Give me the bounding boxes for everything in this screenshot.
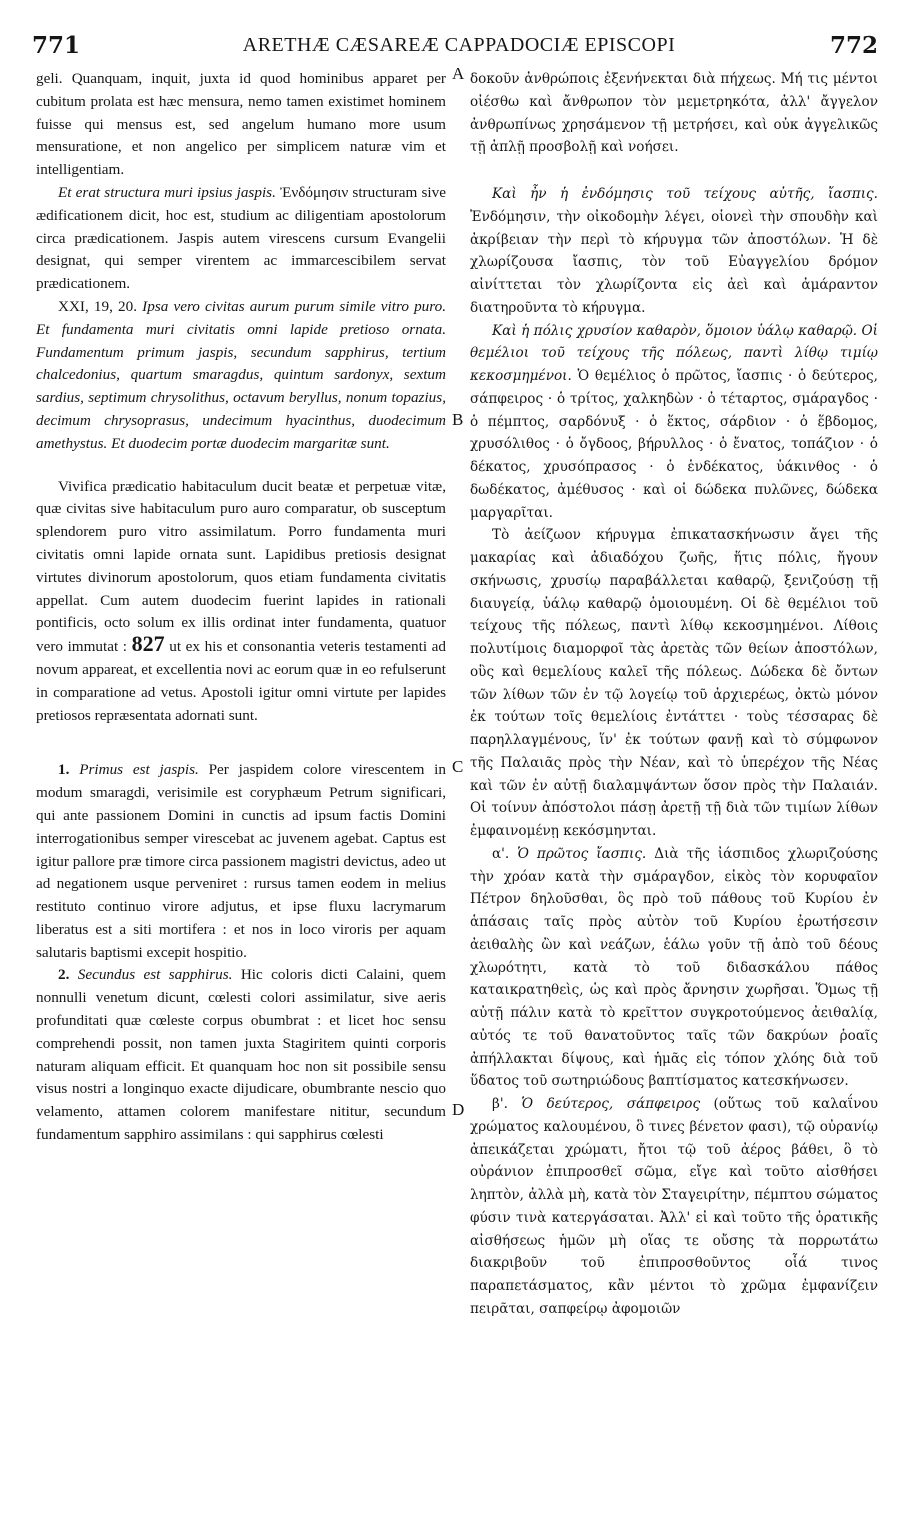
latin-column <box>36 68 446 1147</box>
greek-commentary-2: Ἐνδόμησιν, τὴν οἰκοδομὴν λέγει, οἱονεὶ τὴν σπουδὴν καὶ ἀκρίβειαν τὴν περὶ τὸ κήρυγμα τῶν ἀποστόλων. Ἡ δὲ χλωρίζουσα ἴασπις, τὸν τοῦ Εὐαγγελίου δρόμον αἰνίττεται τὸν χλωρίζοντα εἰς ἀεὶ καὶ ἀμάραντον διατηροῦντα τὸ κήρυγμα. <box>470 208 878 316</box>
latin-lemma-2: Et erat structura muri ipsius jaspis. <box>58 183 276 201</box>
latin-commentary-6: Hic coloris dicti Calaini, quem nonnulli venetum dicunt, cœlesti colori assimilatur, sive aeris profunditati quæ cœleste corpus obumbrat : et licet hoc sensu comprehendi possit, non tamen juxta Stagiritem quinti corporis naturam aliquam efficit. Et quanquam hoc non sit possibile sensu visus nostri a longinquo exacte dijudicare, obumbrante nescio quo velamento, attamen colorem manifestare nititur, secundum fundamentum sapphiro assimilans : qui sapphirus cœlesti <box>36 966 446 1144</box>
latin-item-number-1: 1. <box>58 761 80 779</box>
running-title: ARETHÆ CÆSAREÆ CAPPADOCIÆ EPISCOPI <box>242 34 676 56</box>
margin-marker-c: C <box>452 757 464 776</box>
greek-item-number-1: α'. <box>492 845 518 862</box>
latin-item-number-2: 2. <box>58 966 78 984</box>
greek-paragraph-1: δοκοῦν ἀνθρώποις ἐξενήνεκται διὰ πήχεως. Μή τις μέντοι οἰέσθω καὶ ἄνθρωπον τὸν μεμετρηκότα, ἀλλ' ἄγγελον ἀνθρωπίνως χρησάμενον τῇ μετρήσει, καὶ οὐκ ἀγγελικῶς τῇ ἁπλῇ προσβολῇ καὶ νοήσει. <box>470 71 878 156</box>
column-number-827: 827 <box>131 631 165 657</box>
greek-commentary-6: (οὕτως τοῦ καλαΐνου χρώματος καλουμένου, ὃ τινες βένετον φασι), τῷ οὐρανίῳ ἀπεικάζεται χρώματι, ἤτοι τῷ τοῦ ἀέρος βάθει, ὃ τὸ οὐράνιον ἐπιπροσθεῖ σῶμα, εἴγε καὶ τοῦτο αἰσθήσει ληπτὸν, ἀλλὰ μὴ, κατὰ τὸν Σταγειρίτην, πέμπτου σώματος φύσιν τινὰ κατεργάσαται. Ἀλλ' εἰ καὶ τοῦτο τῆς ὁρατικῆς αἰσθήσεως ἡμῶν μὴ οἵας τε οὔσης τὰ πορρωτάτω διακριβοῦν τοῦ ἐπιπροσθοῦντος οἷά τινος παραπετάσματος, κἂν μέντοι τὸ χρῶμα ἐμφανίζειν πειρᾶται, σαπφείρῳ ἀφομοιῶν <box>470 1096 878 1317</box>
greek-paragraph-4: Τὸ ἀείζωον κήρυγμα ἐπικατασκήνωσιν ἄγει τῆς μακαρίας καὶ ἀδιαδόχου ζωῆς, ἥτις πόλις, ἤγουν σκήνωσις, χρυσίῳ παραβάλλεται καθαρῷ, ξενιζούσῃ τῇ διαυγείᾳ, ὑάλῳ καθαρῷ ὁμοιουμένη. Οἱ δὲ θεμέλιοι τοῦ τείχους τῆς πόλεως, παντὶ λίθῳ κεκοσμημένοι. Λίθοις πολυτίμοις διαμορφοῖ τὰς ἀρετὰς τῶν θείων ἀποστόλων, οὓς καὶ θεμελίους καλεῖ τῆς πόλεως. Δώδεκα δὲ ὄντων τῶν λίθων τῶν ἐν τῷ λογείῳ τοῦ ἀρχιερέως, ὀκτὼ μόνον ἐκ τούτων τοῖς θεμελίοις ἐντάττει · τοὺς τέσσαρας δὲ παρηλλαγμένους, ἵν' ἐκ τούτων φανῇ καὶ τὸ σύμφωνον τῆς Παλαιᾶς πρὸς τὴν Νέαν, καὶ τὸ ὑπερέχον τῆς Νέας καὶ τῶν ἐν αὐτῇ διαλαμψάντων ὅσον πρὸς τὴν Παλαιάν. Οἱ τοίνυν ἀπόστολοι πάσῃ ἀρετῇ τῇ διὰ τῶν τιμίων λίθων ἐμφαινομένῃ κεκόσμηνται. <box>470 527 878 839</box>
latin-verse-ref: XXI, 19, 20. <box>58 297 143 315</box>
latin-lemma-3: Ipsa vero civitas aurum purum simile vitro puro. Et fundamenta muri civitatis omni lapide pretioso ornata. Fundamentum primum jaspis, secundum sapphirus, tertium chalcedonius, quartum smaragdus, quintum sardonyx, sextum sardius, septimum chrysolithus, octavum beryllus, nonum topazius, decimum chrysoprasus, undecimum hyacinthus, duodecimum amethystus. Et duodecim portæ duodecim margaritæ sunt. <box>36 297 446 452</box>
greek-lemma-6: Ὁ δεύτερος, σάπφειρος <box>521 1096 701 1112</box>
latin-paragraph-4 <box>36 476 446 728</box>
latin-lemma-5: Primus est jaspis. <box>79 761 199 779</box>
latin-paragraph-5 <box>36 759 446 964</box>
latin-commentary-2: Ἐνδόμησιν structuram sive ædificationem dicit, hoc est, studium ac diligentiam apostolorum circa prædicationem. Jaspis autem virescens cursum Evangelii designat, qui semper virentem ac immarcescibilem servat prædicationem. <box>36 183 446 293</box>
greek-lemma-2: Καὶ ἦν ἡ ἐνδόμησις τοῦ τείχους αὐτῆς, ἴασπις. <box>492 186 878 202</box>
latin-paragraph-1: geli. Quanquam, inquit, juxta id quod hominibus apparet per cubitum prolata est hæc mensura, nemo tamen existimet hominem fuisse qui mensus est, sed angelum humano more usum mensuratione, et non angelico per simplicem naturæ vim et intelligentiam. <box>36 70 446 179</box>
margin-marker-b: B <box>452 410 464 429</box>
left-page-number: 771 <box>32 32 81 59</box>
margin-marker-a: A <box>452 64 465 83</box>
greek-stone-list: Ὁ θεμέλιος ὁ πρῶτος, ἴασπις · ὁ δεύτερος, σάπφειρος · ὁ τρίτος, χαλκηδὼν · ὁ τέταρτος, σμάραγδος · ὁ πέμπτος, σαρδόνυξ · ὁ ἕκτος, σάρδιον · ὁ ἕβδομος, χρυσόλιθος · ὁ ὄγδοος, βήρυλλος · ὁ ἔνατος, τοπάζιον · ὁ δέκατος, χρυσόπρασος · ὁ ἑνδέκατος, ὑάκινθος · ὁ δωδέκατος, ἀμέθυσος · καὶ οἱ δώδεκα πυλῶνες, δώδεκα μαργαρῖται. <box>470 368 878 521</box>
latin-commentary-5: Per jaspidem colore virescentem in modum smaragdi, verisimile est coryphæum Petrum significari, qui ante passionem Domini in cunctis ad ipsum factis Domini interrogationibus semper virescebat ac juvenem agebat. Captus est igitur pallore præ timore circa passionem magistri devictus, adeo ut ad negationem usque perveniret : rursus tamen eodem in melius restituto continuo virore adjutus, et ipse fluxu lacrymarum liberatus est a siti mortifera : et nos in loco viroris per aquam salutaris baptismi excepit hospitio. <box>36 761 446 961</box>
running-header <box>0 32 918 62</box>
greek-column <box>470 68 878 1321</box>
greek-paragraph-6 <box>470 1093 878 1321</box>
margin-marker-d: D <box>452 1100 465 1119</box>
latin-commentary-4b: ut ex his et consonantia veteris testamenti ad novum appareat, et excellentia novi ac eorum quæ in eo refulserunt in comparatione ad vetus. Apostoli igitur omni virtute per lapides pretiosos repræsentata adornati sunt. <box>36 638 447 724</box>
right-page-number: 772 <box>829 32 878 59</box>
greek-paragraph-3 <box>470 320 878 525</box>
greek-paragraph-5 <box>470 843 878 1093</box>
latin-paragraph-3 <box>36 296 446 456</box>
greek-paragraph-2 <box>470 183 878 320</box>
latin-lemma-6: Secundus est sapphirus. <box>77 966 233 984</box>
latin-commentary-4a: Vivifica prædicatio habitaculum ducit beatæ et perpetuæ vitæ, quæ civitas sive habitaculum puro auro comparatur, ob susceptum splendorem puro vitro assimilatum. Porro fundamenta muri civitatis omni lapide ornata sunt. Lapidibus pretiosis designat virtutes divinorum apostolorum, quos etiam fundamenta civitatis appellat. Cum autem duodecim fuerint lapides in rationali pontificis, octo solum ex illis ordinat inter fundamenta, quatuor vero immutat : <box>36 477 446 656</box>
latin-paragraph-2 <box>36 182 446 296</box>
greek-item-number-2: β'. <box>492 1096 522 1112</box>
greek-lemma-5: Ὁ πρῶτος ἴασπις. <box>517 845 647 862</box>
greek-commentary-5: Διὰ τῆς ἰάσπιδος χλωριζούσης τὴν χρόαν κατὰ τὴν σμάραγδον, εἰκὸς τὸν κορυφαῖον Πέτρον δηλοῦσθαι, ὃς πρὸ τοῦ πάθους τοῦ Κυρίου ἐν ἁπάσαις ταῖς πρὸς αὐτὸν τοῦ Κυρίου ἐρωτήσεσιν ἀειθαλὴς ὢν καὶ νεάζων, ἑάλω γοῦν τῇ ἀπὸ τοῦ δέους χλωρότητι, κατὰ τὸ τοῦ διδασκάλου πάθος καταικρατηθεὶς, ὡς καὶ πρὸς ἄρνησιν χωρῆσαι. Ὅμως τῇ αὐτῇ πάλιν κατὰ τὸ κρεῖττον συγκροτούμενος ἀειθαλίᾳ, αὐτός τε τοῦ θανατοῦντος ταῖς τῶν δακρύων ῥοαῖς ἀπήλλακται δίψους, καὶ ἡμᾶς εἰς τόπον χλόης διὰ τοῦ ὕδατος τοῦ σωτηριώδους βαπτίσματος κατεσκήνωσεν. <box>470 845 878 1090</box>
greek-lemma-3: Καὶ ἡ πόλις χρυσίον καθαρὸν, ὅμοιον ὑάλῳ καθαρῷ. Οἱ θεμέλιοι τοῦ τείχους τῆς πόλεως, παντὶ λίθῳ τιμίῳ κεκοσμημένοι. <box>470 322 878 384</box>
latin-paragraph-6 <box>36 964 446 1146</box>
